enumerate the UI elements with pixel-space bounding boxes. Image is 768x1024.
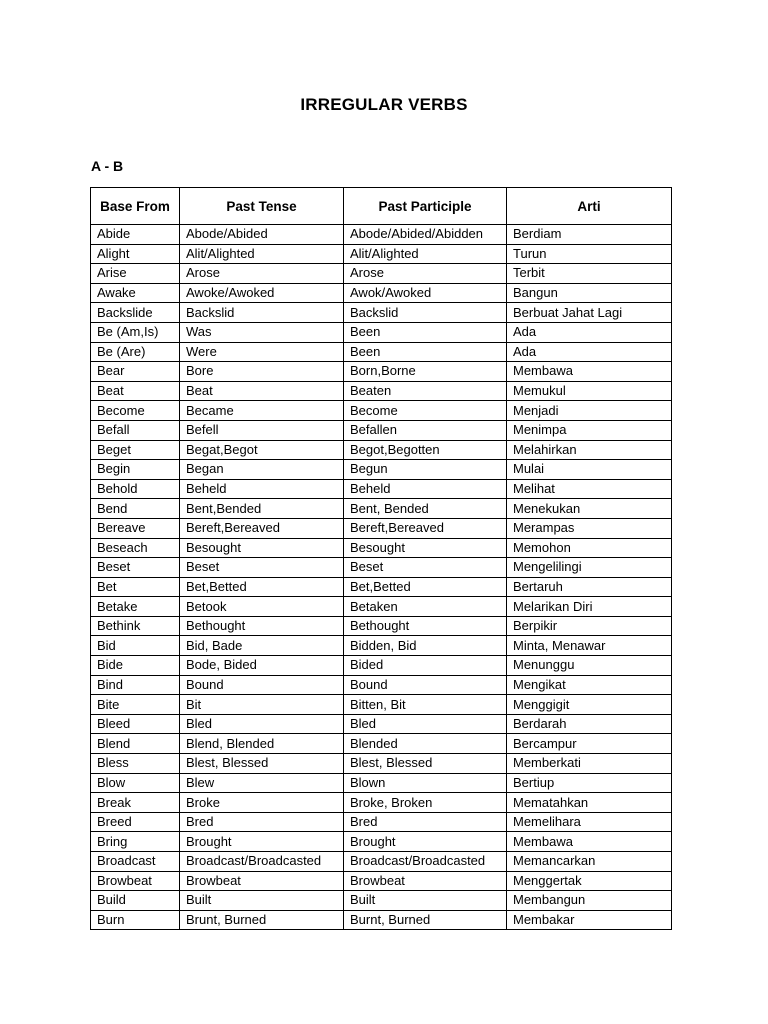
cell-past-participle: Beaten (344, 381, 507, 401)
table-row (91, 616, 672, 636)
cell-past-tense: Bet,Betted (180, 577, 344, 597)
cell-arti: Turun (507, 244, 672, 264)
cell-past-participle: Burnt, Burned (344, 910, 507, 930)
cell-past-tense: Blest, Blessed (180, 754, 344, 774)
table-row (91, 695, 672, 715)
cell-past-tense: Beat (180, 381, 344, 401)
cell-past-participle: Built (344, 891, 507, 911)
cell-past-participle: Bethought (344, 616, 507, 636)
cell-base-form: Arise (91, 264, 180, 284)
cell-past-tense: Brunt, Burned (180, 910, 344, 930)
cell-arti: Berdarah (507, 714, 672, 734)
table-row (91, 754, 672, 774)
cell-base-form: Betake (91, 597, 180, 617)
table-row (91, 793, 672, 813)
cell-past-participle: Bet,Betted (344, 577, 507, 597)
cell-past-tense: Arose (180, 264, 344, 284)
table-row (91, 656, 672, 676)
cell-past-tense: Became (180, 401, 344, 421)
cell-arti: Bangun (507, 283, 672, 303)
cell-base-form: Backslide (91, 303, 180, 323)
cell-arti: Melihat (507, 479, 672, 499)
table-row (91, 675, 672, 695)
table-row (91, 264, 672, 284)
cell-base-form: Begin (91, 460, 180, 480)
table-row (91, 852, 672, 872)
cell-arti: Menekukan (507, 499, 672, 519)
cell-past-participle: Betaken (344, 597, 507, 617)
table-row (91, 499, 672, 519)
cell-arti: Terbit (507, 264, 672, 284)
cell-arti: Mematahkan (507, 793, 672, 813)
cell-past-tense: Bound (180, 675, 344, 695)
cell-past-participle: Blown (344, 773, 507, 793)
cell-past-participle: Been (344, 342, 507, 362)
cell-base-form: Be (Am,Is) (91, 322, 180, 342)
table-row (91, 401, 672, 421)
cell-past-tense: Bode, Bided (180, 656, 344, 676)
table-row (91, 577, 672, 597)
table-row (91, 558, 672, 578)
cell-base-form: Behold (91, 479, 180, 499)
cell-base-form: Abide (91, 225, 180, 245)
cell-arti: Memancarkan (507, 852, 672, 872)
cell-base-form: Become (91, 401, 180, 421)
cell-base-form: Bereave (91, 518, 180, 538)
table-row (91, 812, 672, 832)
cell-past-tense: Bit (180, 695, 344, 715)
cell-arti: Berbuat Jahat Lagi (507, 303, 672, 323)
table-body (91, 225, 672, 930)
cell-past-tense: Brought (180, 832, 344, 852)
cell-arti: Minta, Menawar (507, 636, 672, 656)
cell-base-form: Bend (91, 499, 180, 519)
cell-past-participle: Bred (344, 812, 507, 832)
cell-past-participle: Begot,Begotten (344, 440, 507, 460)
cell-past-tense: Broke (180, 793, 344, 813)
cell-past-tense: Alit/Alighted (180, 244, 344, 264)
cell-base-form: Bite (91, 695, 180, 715)
cell-arti: Mulai (507, 460, 672, 480)
cell-base-form: Bring (91, 832, 180, 852)
cell-past-tense: Bore (180, 362, 344, 382)
cell-past-tense: Were (180, 342, 344, 362)
cell-past-participle: Alit/Alighted (344, 244, 507, 264)
table-row (91, 538, 672, 558)
table-row (91, 871, 672, 891)
cell-base-form: Bide (91, 656, 180, 676)
table-row (91, 225, 672, 245)
cell-past-tense: Bent,Bended (180, 499, 344, 519)
cell-base-form: Beseach (91, 538, 180, 558)
cell-past-participle: Blest, Blessed (344, 754, 507, 774)
cell-past-tense: Bid, Bade (180, 636, 344, 656)
cell-past-participle: Bidden, Bid (344, 636, 507, 656)
cell-past-participle: Begun (344, 460, 507, 480)
cell-past-participle: Backslid (344, 303, 507, 323)
cell-arti: Membawa (507, 362, 672, 382)
cell-past-tense: Besought (180, 538, 344, 558)
cell-past-participle: Bound (344, 675, 507, 695)
table-row (91, 303, 672, 323)
cell-past-tense: Blew (180, 773, 344, 793)
cell-past-participle: Bled (344, 714, 507, 734)
cell-arti: Memukul (507, 381, 672, 401)
cell-arti: Membakar (507, 910, 672, 930)
page-title: IRREGULAR VERBS (300, 95, 468, 114)
cell-arti: Membawa (507, 832, 672, 852)
table-row (91, 244, 672, 264)
irregular-verbs-table (90, 187, 672, 930)
cell-past-tense: Betook (180, 597, 344, 617)
cell-past-tense: Befell (180, 420, 344, 440)
cell-past-participle: Become (344, 401, 507, 421)
table-header (91, 188, 672, 225)
cell-past-participle: Brought (344, 832, 507, 852)
header-past-participle: Past Participle (344, 188, 507, 225)
cell-past-participle: Bent, Bended (344, 499, 507, 519)
cell-arti: Menggertak (507, 871, 672, 891)
cell-past-tense: Backslid (180, 303, 344, 323)
cell-base-form: Blend (91, 734, 180, 754)
cell-past-participle: Born,Borne (344, 362, 507, 382)
cell-base-form: Build (91, 891, 180, 911)
cell-past-tense: Built (180, 891, 344, 911)
table-row (91, 322, 672, 342)
table-row (91, 518, 672, 538)
cell-past-participle: Besought (344, 538, 507, 558)
table-row (91, 362, 672, 382)
cell-base-form: Bethink (91, 616, 180, 636)
cell-arti: Melahirkan (507, 440, 672, 460)
cell-past-participle: Beset (344, 558, 507, 578)
cell-past-participle: Awok/Awoked (344, 283, 507, 303)
table-row (91, 440, 672, 460)
table-row (91, 910, 672, 930)
cell-past-participle: Broke, Broken (344, 793, 507, 813)
cell-base-form: Bind (91, 675, 180, 695)
cell-arti: Memohon (507, 538, 672, 558)
cell-base-form: Alight (91, 244, 180, 264)
cell-arti: Membangun (507, 891, 672, 911)
cell-past-participle: Bereft,Bereaved (344, 518, 507, 538)
cell-base-form: Bid (91, 636, 180, 656)
cell-arti: Menjadi (507, 401, 672, 421)
table-row (91, 283, 672, 303)
cell-past-participle: Broadcast/Broadcasted (344, 852, 507, 872)
cell-arti: Mengikat (507, 675, 672, 695)
cell-base-form: Break (91, 793, 180, 813)
table-row (91, 479, 672, 499)
cell-past-tense: Browbeat (180, 871, 344, 891)
table-row (91, 381, 672, 401)
cell-past-tense: Blend, Blended (180, 734, 344, 754)
cell-past-tense: Abode/Abided (180, 225, 344, 245)
cell-arti: Menunggu (507, 656, 672, 676)
cell-base-form: Browbeat (91, 871, 180, 891)
cell-base-form: Beat (91, 381, 180, 401)
cell-base-form: Befall (91, 420, 180, 440)
cell-base-form: Beset (91, 558, 180, 578)
table-row (91, 636, 672, 656)
cell-past-tense: Broadcast/Broadcasted (180, 852, 344, 872)
cell-past-participle: Arose (344, 264, 507, 284)
table-row (91, 460, 672, 480)
cell-arti: Mengelilingi (507, 558, 672, 578)
table-row (91, 832, 672, 852)
cell-arti: Merampas (507, 518, 672, 538)
cell-base-form: Burn (91, 910, 180, 930)
cell-arti: Berpikir (507, 616, 672, 636)
cell-arti: Menggigit (507, 695, 672, 715)
cell-base-form: Awake (91, 283, 180, 303)
cell-base-form: Broadcast (91, 852, 180, 872)
cell-base-form: Bet (91, 577, 180, 597)
cell-past-participle: Blended (344, 734, 507, 754)
cell-past-tense: Beheld (180, 479, 344, 499)
cell-arti: Menimpa (507, 420, 672, 440)
cell-past-tense: Beset (180, 558, 344, 578)
cell-arti: Memberkati (507, 754, 672, 774)
table-row (91, 597, 672, 617)
header-row (91, 188, 672, 225)
cell-past-participle: Been (344, 322, 507, 342)
cell-base-form: Beget (91, 440, 180, 460)
cell-base-form: Be (Are) (91, 342, 180, 362)
cell-past-tense: Was (180, 322, 344, 342)
cell-past-participle: Browbeat (344, 871, 507, 891)
cell-base-form: Breed (91, 812, 180, 832)
cell-arti: Bertaruh (507, 577, 672, 597)
cell-base-form: Blow (91, 773, 180, 793)
cell-arti: Berdiam (507, 225, 672, 245)
cell-arti: Ada (507, 322, 672, 342)
header-arti: Arti (507, 188, 672, 225)
cell-arti: Bercampur (507, 734, 672, 754)
cell-base-form: Bless (91, 754, 180, 774)
cell-past-tense: Bethought (180, 616, 344, 636)
cell-past-tense: Begat,Begot (180, 440, 344, 460)
cell-past-participle: Bitten, Bit (344, 695, 507, 715)
section-heading: A - B (91, 158, 124, 174)
table-row (91, 342, 672, 362)
cell-past-participle: Abode/Abided/Abidden (344, 225, 507, 245)
cell-past-tense: Bled (180, 714, 344, 734)
cell-arti: Memelihara (507, 812, 672, 832)
cell-arti: Melarikan Diri (507, 597, 672, 617)
cell-past-tense: Awoke/Awoked (180, 283, 344, 303)
cell-past-tense: Bred (180, 812, 344, 832)
table-row (91, 891, 672, 911)
cell-arti: Bertiup (507, 773, 672, 793)
cell-base-form: Bear (91, 362, 180, 382)
table-row (91, 420, 672, 440)
cell-past-tense: Began (180, 460, 344, 480)
cell-past-tense: Bereft,Bereaved (180, 518, 344, 538)
cell-past-participle: Beheld (344, 479, 507, 499)
cell-past-participle: Bided (344, 656, 507, 676)
table-row (91, 773, 672, 793)
cell-base-form: Bleed (91, 714, 180, 734)
cell-arti: Ada (507, 342, 672, 362)
cell-past-participle: Befallen (344, 420, 507, 440)
header-base-form: Base From (91, 188, 180, 225)
header-past-tense: Past Tense (180, 188, 344, 225)
table-row (91, 734, 672, 754)
table-row (91, 714, 672, 734)
